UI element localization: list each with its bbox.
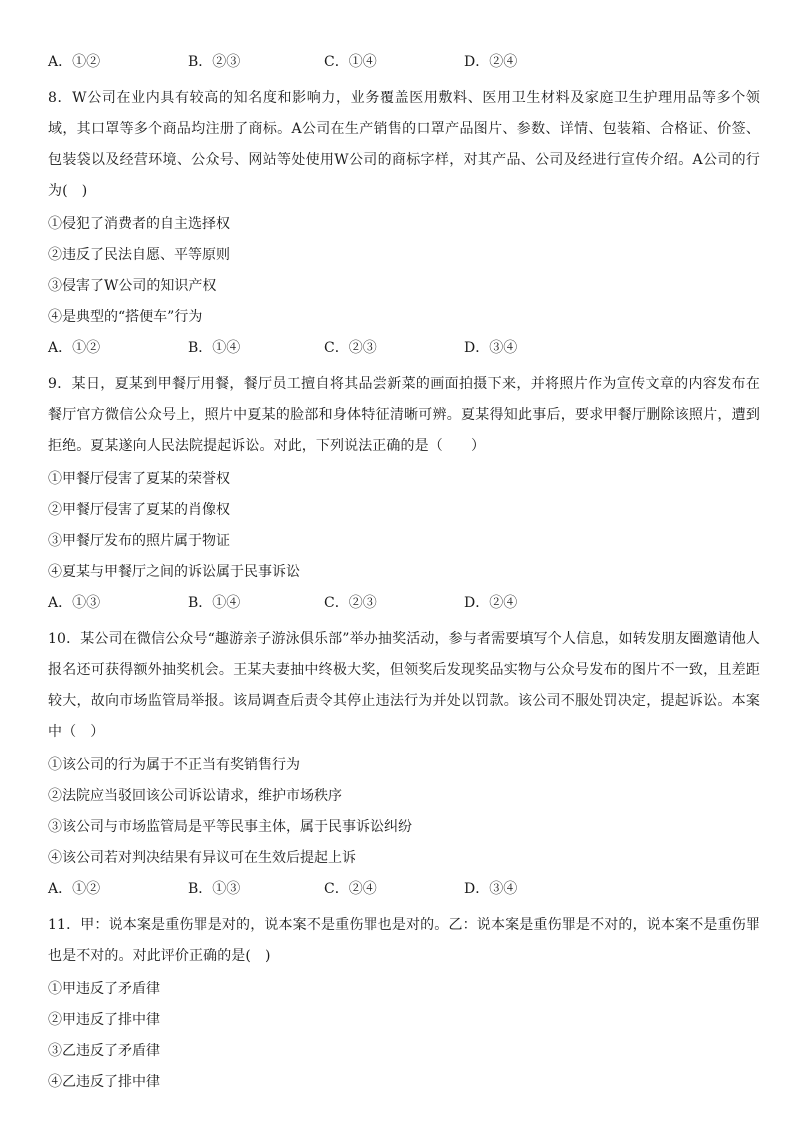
q11-stem: 11．甲：说本案是重伤罪是对的，说本案不是重伤罪也是对的。乙：说本案是重伤罪是不对的，说本案不是重伤罪也是不对的。对此评价正确的是( ) — [48, 917, 760, 964]
q8-option-2: ②违反了民法自愿、平等原则 — [48, 247, 230, 263]
q8-block — [48, 83, 760, 207]
q10-choice-c: C．②④ — [324, 881, 377, 897]
q8-choice-c: C．②③ — [324, 340, 377, 356]
q10-choices — [48, 879, 760, 899]
q8-option-3: ③侵害了W公司的知识产权 — [48, 278, 217, 294]
q11-block — [48, 910, 760, 972]
q7-choices — [48, 52, 760, 72]
q9-stem: 9．某日，夏某到甲餐厅用餐，餐厅员工擅自将其品尝新菜的画面拍摄下来，并将照片作为宣传文章的内容发布在餐厅官方微信公众号上，照片中夏某的脸部和身体特征清晰可辨。夏某得知此事后，要求甲餐厅删除该照片，遭到拒绝。夏某遂向人民法院提起诉讼。对此，下列说法正确的是（ ） — [48, 376, 760, 454]
q10-choice-a: A．①② — [48, 881, 101, 897]
q9-option-3: ③甲餐厅发布的照片属于物证 — [48, 533, 230, 549]
q10-choice-b: B．①③ — [188, 881, 241, 897]
q7-choice-d: D．②④ — [464, 54, 518, 70]
q9-block — [48, 369, 760, 462]
q10-option-4: ④该公司若对判决结果有异议可在生效后提起上诉 — [48, 850, 356, 866]
q10-option-1: ①该公司的行为属于不正当有奖销售行为 — [48, 757, 300, 773]
q8-stem: 8．W公司在业内具有较高的知名度和影响力，业务覆盖医用敷料、医用卫生材料及家庭卫生护理用品等多个领域，其口罩等多个商品均注册了商标。A公司在生产销售的口罩产品图片、参数、详情、包装箱、合格证、价签、包装袋以及经营环境、公众号、网站等处使用W公司的商标字样，对其产品、公司及经进行宣传介绍。A公司的行为( ) — [48, 90, 760, 199]
q7-choice-b: B．②③ — [188, 54, 241, 70]
q9-choices — [48, 593, 760, 613]
q11-option-3: ③乙违反了矛盾律 — [48, 1043, 160, 1059]
q8-choice-d: D．③④ — [464, 340, 518, 356]
q9-choice-c: C．②③ — [324, 595, 377, 611]
q7-choice-c: C．①④ — [324, 54, 377, 70]
exam-page — [48, 52, 760, 1103]
q8-choice-b: B．①④ — [188, 340, 241, 356]
q9-option-4: ④夏某与甲餐厅之间的诉讼属于民事诉讼 — [48, 564, 300, 580]
q7-choice-a: A．①② — [48, 54, 101, 70]
q10-stem: 10．某公司在微信公众号“趣游亲子游泳俱乐部”举办抽奖活动，参与者需要填写个人信息，如转发朋友圈邀请他人报名还可获得额外抽奖机会。王某夫妻抽中终极大奖，但领奖后发现奖品实物与公众号发布的图片不一致，且差距较大，故向市场监管局举报。该局调查后责令其停止违法行为并处以罚款。该公司不服处罚决定，提起诉讼。本案中（ ） — [48, 631, 760, 740]
q8-option-1: ①侵犯了消费者的自主选择权 — [48, 216, 230, 232]
q9-option-2: ②甲餐厅侵害了夏某的肖像权 — [48, 502, 230, 518]
q9-option-1: ①甲餐厅侵害了夏某的荣誉权 — [48, 471, 230, 487]
q8-option-4: ④是典型的“搭便车”行为 — [48, 309, 203, 325]
q10-option-2: ②法院应当驳回该公司诉讼请求，维护市场秩序 — [48, 788, 342, 804]
q8-choice-a: A．①② — [48, 340, 101, 356]
q10-choice-d: D．③④ — [464, 881, 518, 897]
q8-choices — [48, 338, 760, 358]
q9-choice-d: D．②④ — [464, 595, 518, 611]
q11-option-1: ①甲违反了矛盾律 — [48, 981, 160, 997]
q11-option-4: ④乙违反了排中律 — [48, 1074, 160, 1090]
q9-choice-a: A．①③ — [48, 595, 101, 611]
q11-option-2: ②甲违反了排中律 — [48, 1012, 160, 1028]
q9-choice-b: B．①④ — [188, 595, 241, 611]
q10-block — [48, 624, 760, 748]
q10-option-3: ③该公司与市场监管局是平等民事主体，属于民事诉讼纠纷 — [48, 819, 412, 835]
